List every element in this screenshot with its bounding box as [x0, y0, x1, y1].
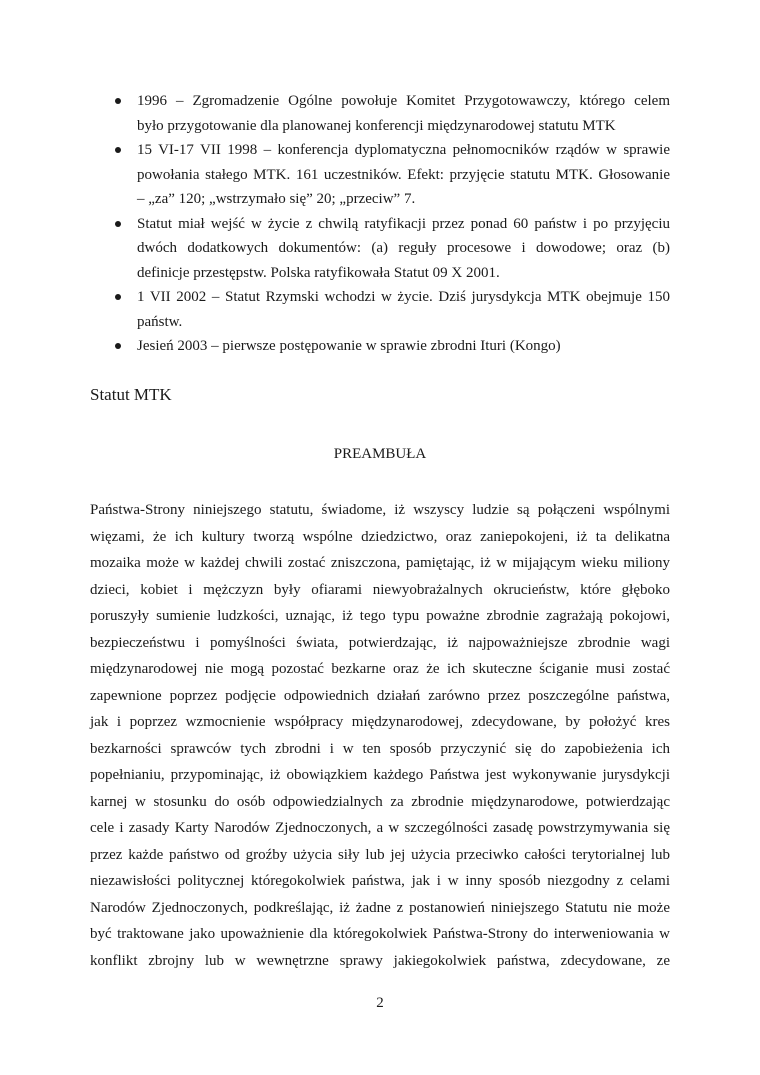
preamble-line: być traktowane jako upoważnienie dla któregokolwiek Państwa-Strony do interweniowania w [90, 926, 670, 942]
preamble-line: dzieci, kobiet i mężczyzn były ofiarami niewyobrażalnych okrucieństw, które głęboko [90, 581, 670, 598]
section-title: Statut MTK [90, 385, 172, 404]
bullet-line: definicje przestępstw. Polska ratyfikowała Statut 09 X 2001. [137, 264, 500, 281]
bullet-item [137, 334, 670, 359]
preamble-line: przez każde państwo od groźby użycia siły lub jej użycia przeciwko całości terytorialnej lub [90, 846, 670, 863]
bullet-line: powołania stałego MTK. 161 uczestników. Efekt: przyjęcie statutu MTK. Głosowanie [137, 166, 670, 183]
bullet-item [137, 89, 670, 138]
bullet-line: Jesień 2003 – pierwsze postępowanie w sprawie zbrodni Ituri (Kongo) [137, 338, 561, 354]
bullet-line: było przygotowanie dla planowanej konferencji międzynarodowej statutu MTK [137, 117, 616, 134]
preamble-line: bezpieczeństwu i pomyślności świata, potwierdzając, iż najpoważniejsze zbrodnie wagi [90, 634, 670, 651]
preamble-line: międzynarodowej nie mogą pozostać bezkarne oraz że ich skuteczne ściganie musi zostać [90, 661, 670, 677]
preamble-title: PREAMBUŁA [333, 446, 427, 462]
preamble-line: Państwa-Strony niniejszego statutu, świadome, iż wszyscy ludzie są połączeni wspólnymi [90, 502, 670, 518]
preamble-line: jak i poprzez wzmocnienie współpracy międzynarodowej, zdecydowane, by położyć kres [90, 714, 670, 730]
bullet-line: dwóch dodatkowych dokumentów: (a) reguły procesowe i dowodowe; oraz (b) [137, 240, 670, 256]
preamble-line: cele i zasady Karty Narodów Zjednoczonych, a w szczególności zasadę powstrzymywania się [90, 820, 670, 836]
bullet-line: 15 VI-17 VII 1998 – konferencja dyplomatyczna pełnomocników rządów w sprawie [137, 142, 670, 158]
preamble-line: mozaika może w każdej chwili zostać zniszczona, pamiętając, iż w mijającym wieku miliony [90, 555, 670, 571]
bullet-line: 1996 – Zgromadzenie Ogólne powołuje Komitet Przygotowawczy, którego celem [137, 93, 670, 109]
bullet-item [137, 138, 670, 212]
preamble-line: karnej w stosunku do osób odpowiedzialnych za zbrodnie międzynarodowe, potwierdzając [90, 793, 670, 810]
preamble-line: więzami, że ich kultury tworzą wspólne dziedzictwo, oraz zaniepokojeni, iż ta delikatna [90, 528, 670, 545]
preamble-line: bezkarności sprawców tych zbrodni i w ten sposób przyczynić się do zapobieżenia ich [90, 740, 670, 757]
preamble-line: konflikt zbrojny lub w wewnętrzne sprawy jakiegokolwiek państwa, zdecydowane, ze [90, 952, 670, 969]
preamble-line: zapewnione poprzez podjęcie odpowiednich działań zarówno przez poszczególne państwa, [90, 687, 670, 704]
bullet-line: – „za” 120; „wstrzymało się” 20; „przeciw” 7. [137, 191, 416, 207]
bullet-item [137, 285, 670, 334]
preamble-line: poruszyły sumienie ludzkości, uznając, iż tego typu poważne zbrodnie zagrażają pokojowi, [90, 608, 670, 624]
timeline-bullet-list [137, 89, 670, 359]
preamble-line: niezawisłości politycznej któregokolwiek państwa, jak i w inny sposób niezgodny z celami [90, 873, 670, 889]
bullet-item [137, 212, 670, 286]
bullet-line: 1 VII 2002 – Statut Rzymski wchodzi w życie. Dziś jurysdykcja MTK obejmuje 150 [137, 289, 670, 305]
preamble-paragraph [90, 497, 670, 974]
bullet-line: Statut miał wejść w życie z chwilą ratyfikacji przez ponad 60 państw i po przyjęciu [137, 215, 670, 232]
preamble-line: popełnianiu, przypominając, iż obowiązkiem każdego Państwa jest wykonywanie jurysdykcji [90, 767, 670, 783]
preamble-line: Narodów Zjednoczonych, podkreślając, iż żadne z postanowień niniejszego Statutu nie może [90, 899, 670, 916]
page-number: 2 [376, 995, 384, 1011]
bullet-line: państw. [137, 313, 183, 330]
